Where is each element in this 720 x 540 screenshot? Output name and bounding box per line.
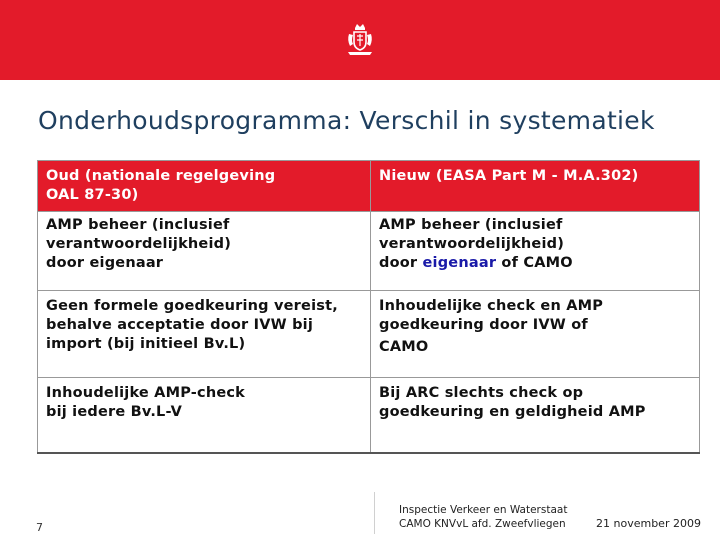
slide-title: Onderhoudsprogramma: Verschil in systematiek xyxy=(38,106,655,135)
royal-crest-icon xyxy=(344,22,376,58)
cell-line xyxy=(379,254,693,273)
cell-line: Bij ARC slechts check op xyxy=(379,385,584,401)
cell-line: bij iedere Bv.L-V xyxy=(46,404,183,420)
cell-text: door xyxy=(379,255,423,271)
footer-divider xyxy=(374,492,375,534)
table-row xyxy=(38,291,700,378)
cell-line: door eigenaar xyxy=(46,255,164,271)
cell-line: verantwoordelijkheid) xyxy=(46,236,232,252)
cell-line: import (bij initieel Bv.L) xyxy=(46,336,246,352)
header-old-line: Oud (nationale regelgeving xyxy=(46,168,276,184)
table-header-row xyxy=(38,161,700,212)
footer-org-line: Inspectie Verkeer en Waterstaat xyxy=(399,504,568,516)
header-new xyxy=(371,161,700,212)
table-row xyxy=(38,212,700,291)
cell-line: AMP beheer (inclusief xyxy=(46,217,230,233)
cell-line: goedkeuring en geldigheid AMP xyxy=(379,404,646,420)
cell-old xyxy=(38,378,371,454)
footer-org-line: CAMO KNVvL afd. Zweefvliegen xyxy=(399,518,566,530)
footer-organization xyxy=(399,503,567,531)
footer-date: 21 november 2009 xyxy=(596,517,701,530)
cell-line: goedkeuring door IVW of xyxy=(379,317,588,333)
cell-line: CAMO xyxy=(379,339,429,355)
cell-text: of CAMO xyxy=(496,255,573,271)
cell-new xyxy=(371,291,700,378)
cell-line: AMP beheer (inclusief xyxy=(379,217,563,233)
cell-old xyxy=(38,212,371,291)
header-old xyxy=(38,161,371,212)
cell-line: behalve acceptatie door IVW bij xyxy=(46,317,313,333)
cell-line: Inhoudelijke check en AMP xyxy=(379,298,604,314)
cell-line: Geen formele goedkeuring vereist, xyxy=(46,298,338,314)
cell-new xyxy=(371,378,700,454)
header-new-line: Nieuw (EASA Part M - M.A.302) xyxy=(379,168,639,184)
cell-line: Inhoudelijke AMP-check xyxy=(46,385,246,401)
header-band xyxy=(0,0,720,80)
cell-old xyxy=(38,291,371,378)
comparison-table xyxy=(37,160,700,454)
cell-line: verantwoordelijkheid) xyxy=(379,236,565,252)
table-row xyxy=(38,378,700,454)
highlight-text: eigenaar xyxy=(422,255,497,271)
page-number: 7 xyxy=(36,521,43,534)
header-old-line: OAL 87-30) xyxy=(46,187,139,203)
cell-new xyxy=(371,212,700,291)
